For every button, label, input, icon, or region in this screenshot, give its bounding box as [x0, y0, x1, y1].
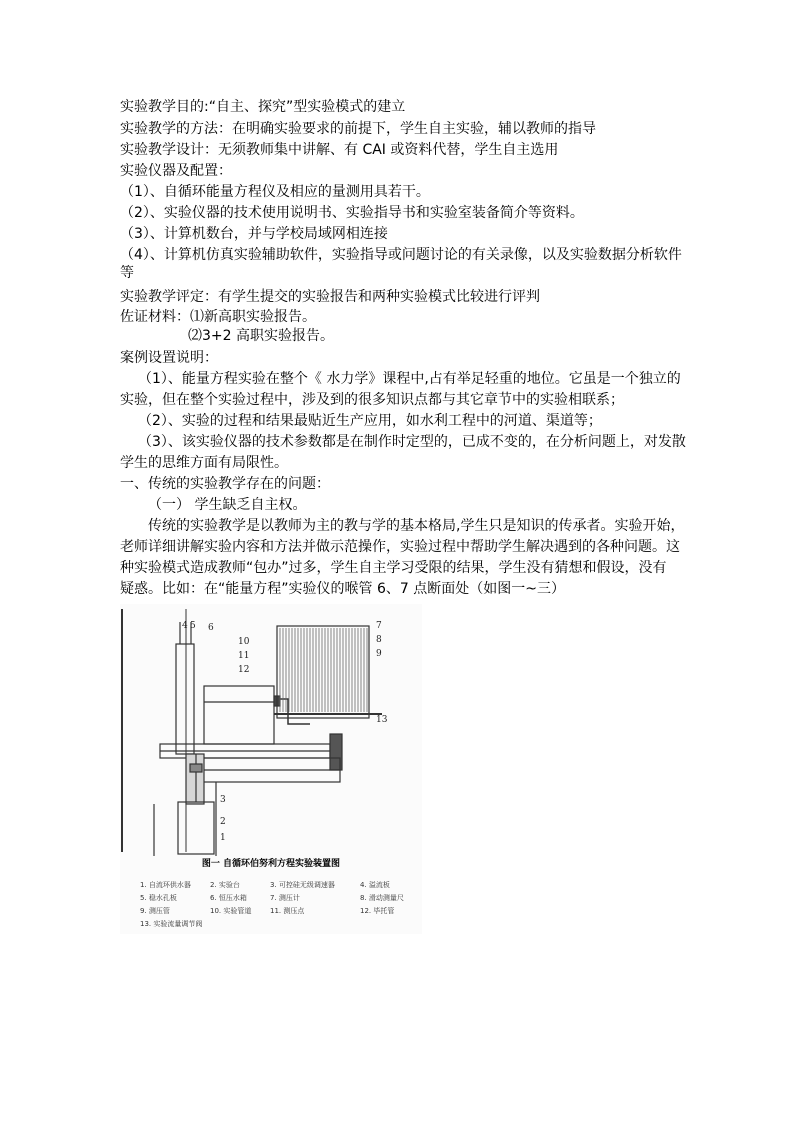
figure-label-1: 1 — [220, 833, 226, 843]
legend-item-10: 10. 实验管道 — [210, 907, 252, 915]
text-line-evaluation: 实验教学评定：有学生提交的实验报告和两种实验模式比较进行评判 — [120, 289, 540, 305]
legend-item-5: 5. 稳水孔板 — [140, 894, 177, 902]
figure-label-3: 3 — [220, 795, 226, 805]
text-line-design: 实验教学设计：无须教师集中讲解、有 CAI 或资料代替，学生自主选用 — [120, 142, 559, 158]
text-line-equipment-4: （4）、计算机仿真实验辅助软件，实验指导或问题讨论的有关录像，以及实验数据分析软件 — [120, 247, 682, 263]
figure-label-13: 13 — [376, 715, 388, 725]
figure-label-7: 7 — [376, 621, 382, 631]
subsection-heading-1: （一） 学生缺乏自主权。 — [148, 497, 307, 513]
figure-label-4: 4 — [182, 621, 188, 631]
text-line-case-3: （3）、该实验仪器的技术参数都是在制作时定型的，已成不变的，在分析问题上，对发散 — [138, 434, 686, 450]
paragraph-line-1: 传统的实验教学是以教师为主的教与学的基本格局,学生只是知识的传承者。实验开始， — [148, 518, 685, 534]
figure-label-2: 2 — [220, 817, 226, 827]
text-line-equipment-2: （2）、实验仪器的技术使用说明书、实验指导书和实验室装备简介等资料。 — [120, 205, 584, 221]
legend-item-2: 2. 实验台 — [210, 881, 240, 889]
legend-item-12: 12. 毕托管 — [360, 907, 395, 915]
figure-label-5: 5 — [190, 621, 196, 631]
apparatus-figure — [120, 604, 422, 934]
legend-item-8: 8. 滑动测量尺 — [360, 894, 404, 902]
text-line-evidence-1: 佐证材料：⑴新高职实验报告。 — [120, 309, 316, 325]
legend-item-11: 11. 测压点 — [270, 907, 305, 915]
text-line-equipment-1: （1）、自循环能量方程仪及相应的量测用具若干。 — [120, 184, 430, 200]
text-line-case-1: （1）、能量方程实验在整个《 水力学》课程中,占有举足轻重的地位。它虽是一个独立的 — [138, 371, 681, 387]
legend-item-1: 1. 自流环供水器 — [140, 881, 191, 889]
legend-item-9: 9. 测压管 — [140, 907, 170, 915]
legend-item-6: 6. 恒压水箱 — [210, 894, 247, 902]
text-line-evidence-2: ⑵3+2 高职实验报告。 — [188, 328, 334, 344]
manometer-tube-group — [280, 628, 367, 712]
figure-label-10: 10 — [238, 637, 250, 647]
text-line-method: 实验教学的方法：在明确实验要求的前提下，学生自主实验，辅以教师的指导 — [120, 121, 596, 137]
legend-item-4: 4. 溢流板 — [360, 881, 390, 889]
text-line-case-2: （2）、实验的过程和结果最贴近生产应用，如水利工程中的河道、渠道等； — [138, 413, 602, 429]
figure-label-8: 8 — [376, 635, 382, 645]
figure-label-6: 6 — [208, 623, 214, 633]
paragraph-line-3: 种实验模式造成教师“包办”过多，学生自主学习受限的结果，学生没有猜想和假设，没有 — [120, 560, 667, 576]
text-line-purpose: 实验教学目的:“自主、探究”型实验模式的建立 — [120, 99, 406, 115]
figure-label-11: 11 — [238, 651, 250, 661]
paragraph-line-2: 老师详细讲解实验内容和方法并做示范操作，实验过程中帮助学生解决遇到的各种问题。这 — [120, 539, 680, 555]
figure-label-9: 9 — [376, 649, 382, 659]
legend-item-3: 3. 可控硅无级调速器 — [270, 881, 335, 889]
text-line-case-1-cont: 实验，但在整个实验过程中，涉及到的很多知识点都与其它章节中的实验相联系； — [120, 392, 624, 408]
legend-item-13: 13. 实验流量调节阀 — [140, 920, 203, 928]
text-line-equipment-3: （3）、计算机数台，并与学校局域网相连接 — [120, 226, 388, 242]
text-line-equipment-4-cont: 等 — [120, 265, 134, 281]
section-heading-1: 一、传统的实验教学存在的问题： — [120, 476, 330, 492]
text-line-case-heading: 案例设置说明： — [120, 350, 218, 366]
paragraph-line-4: 疑惑。比如：在“能量方程”实验仪的喉管 6、7 点断面处（如图一~三） — [120, 581, 565, 597]
apparatus-diagram — [120, 604, 422, 934]
text-line-equipment-heading: 实验仪器及配置： — [120, 163, 232, 179]
text-line-case-3-cont: 学生的思维方面有局限性。 — [120, 455, 288, 471]
legend-item-7: 7. 测压计 — [270, 894, 300, 902]
figure-label-12: 12 — [238, 665, 250, 675]
figure-caption: 图一 自循环伯努利方程实验装置图 — [201, 859, 341, 869]
